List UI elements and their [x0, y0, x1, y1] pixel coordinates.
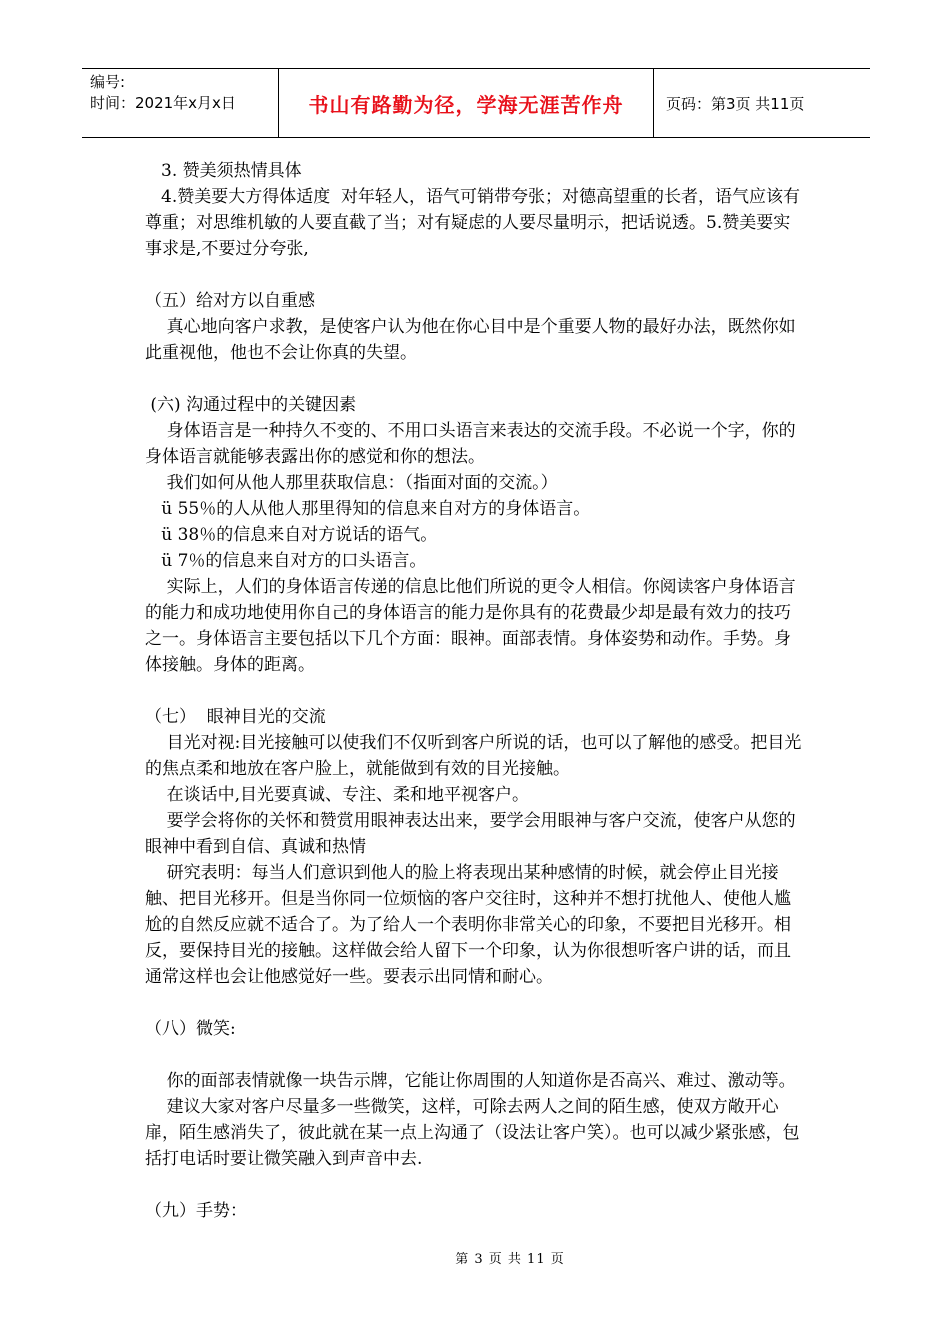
paragraph: 建议大家对客户尽量多一些微笑，这样，可除去两人之间的陌生感，使双方敞开心扉，陌生感消失了，彼此就在某一点上沟通了（设法让客户笑）。也可以减少紧张感，包括打电话时要让微笑融入到声音中去.: [145, 1097, 800, 1169]
section-heading: （九）手势：: [145, 1201, 247, 1221]
paragraph: 我们如何从他人那里获取信息：（指面对面的交流。）: [145, 473, 558, 493]
section-heading: （七） 眼神目光的交流: [145, 707, 326, 727]
list-item: ü 7％的信息来自对方的口头语言。: [145, 551, 427, 571]
paragraph: 目光对视:目光接触可以使我们不仅听到客户所说的话，也可以了解他的感受。把目光的焦点柔和地放在客户脸上，就能做到有效的目光接触。: [145, 733, 802, 779]
page-header: [82, 68, 870, 138]
time-label: 时间：2021年x月x日: [90, 94, 236, 112]
paragraph: 在谈话中,目光要真诚、专注、柔和地平视客户。: [145, 785, 530, 805]
paragraph: 3. 赞美须热情具体: [161, 161, 302, 181]
page-footer: 第 3 页 共 11 页: [455, 1252, 565, 1267]
section-heading: （五）给对方以自重感: [145, 291, 315, 311]
header-meta: [82, 69, 279, 137]
paragraph: 实际上，人们的身体语言传递的信息比他们所说的更令人相信。你阅读客户身体语言的能力和成功地使用你自己的身体语言的能力是你具有的花费最少却是最有效力的技巧之一。身体语言主要包括以下几个方面：眼神。面部表情。身体姿势和动作。手势。身体接触。身体的距离。: [145, 577, 796, 675]
header-page-label: 页码：第3页 共11页: [666, 94, 805, 113]
section-heading: (六) 沟通过程中的关键因素: [145, 395, 357, 415]
number-label: 编号:: [90, 73, 126, 91]
header-page-cell: [654, 69, 870, 137]
header-motto-cell: [279, 69, 654, 137]
section-heading: （八）微笑:: [145, 1019, 236, 1039]
paragraph: 研究表明：每当人们意识到他人的脸上将表现出某种感情的时候，就会停止目光接触、把目光移开。但是当你同一位烦恼的客户交往时，这种并不想打扰他人、使他人尴尬的自然反应就不适合了。为了给人一个表明你非常关心的印象，不要把目光移开。相反，要保持目光的接触。这样做会给人留下一个印象，认为你很想听客户讲的话，而且通常这样也会让他感觉好一些。要表示出同情和耐心。: [145, 863, 791, 987]
header-motto: 书山有路勤为径，学海无涯苦作舟: [308, 92, 624, 117]
paragraph: 你的面部表情就像一块告示牌，它能让你周围的人知道你是否高兴、难过、激动等。: [145, 1071, 796, 1091]
paragraph: 4.赞美要大方得体适度 对年轻人，语气可销带夸张；对德高望重的长者，语气应该有尊重；对思维机敏的人要直截了当；对有疑虑的人要尽量明示，把话说透。5.赞美要实事求是,不要过分夸张,: [145, 187, 801, 259]
paragraph: 真心地向客户求教，是使客户认为他在你心目中是个重要人物的最好办法，既然你如此重视他，他也不会让你真的失望。: [145, 317, 796, 363]
list-item: ü 38％的信息来自对方说话的语气。: [145, 525, 438, 545]
document-body: [145, 158, 805, 1224]
list-item: ü 55％的人从他人那里得知的信息来自对方的身体语言。: [145, 499, 591, 519]
paragraph: 要学会将你的关怀和赞赏用眼神表达出来，要学会用眼神与客户交流，使客户从您的眼神中看到自信、真诚和热情: [145, 811, 796, 857]
paragraph: 身体语言是一种持久不变的、不用口头语言来表达的交流手段。不必说一个字，你的身体语言就能够表露出你的感觉和你的想法。: [145, 421, 796, 467]
